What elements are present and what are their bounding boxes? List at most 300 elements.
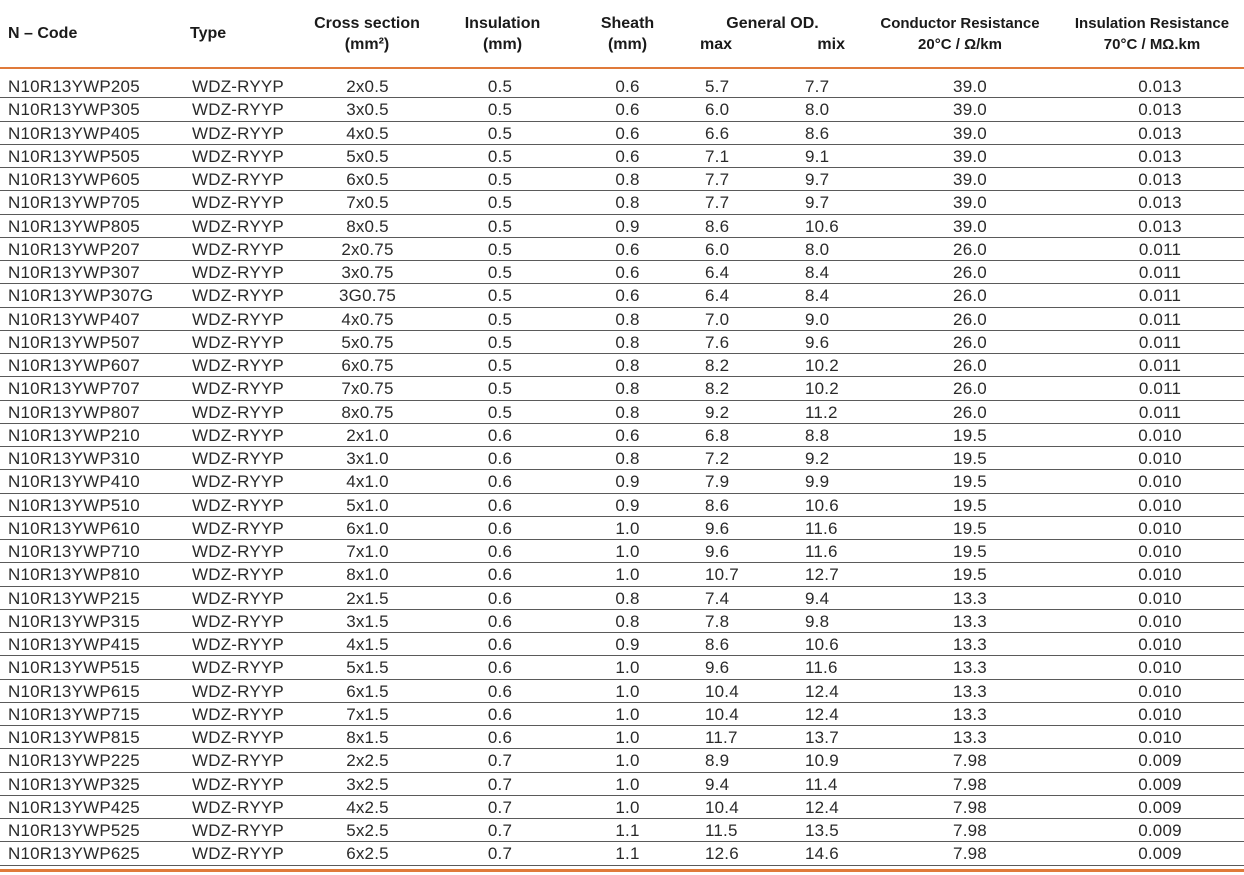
cell-cross-section: 8x1.5: [346, 728, 389, 747]
cell-od-max: 6.8: [705, 425, 730, 445]
cell-od-mix: 8.0: [805, 100, 830, 120]
table-row: [0, 122, 1244, 145]
cell-insulation-resistance: 0.010: [1138, 635, 1182, 654]
cell-insulation: 0.5: [487, 402, 513, 422]
header-insulation-label: Insulation: [464, 14, 541, 32]
cell-insulation-resistance: 0.010: [1138, 495, 1182, 515]
cell-cross-section: 6x0.75: [341, 356, 394, 375]
cell-code: N10R13YWP710: [8, 542, 140, 561]
table-header: [0, 0, 1244, 69]
cell-conductor-resistance: 39.0: [953, 77, 987, 96]
cell-od-max: 8.6: [705, 495, 730, 515]
cell-sheath: 1.0: [615, 728, 640, 747]
cell-od-mix: 8.8: [805, 425, 830, 445]
cell-od-mix: 12.7: [805, 565, 839, 585]
cell-type: WDZ-RYYP: [192, 797, 284, 817]
cell-sheath: 0.6: [615, 100, 640, 120]
cell-sheath: 0.8: [615, 588, 640, 608]
table-row: [0, 656, 1244, 679]
cell-insulation-resistance: 0.013: [1138, 123, 1182, 143]
cell-insulation-resistance: 0.013: [1138, 77, 1182, 96]
cell-insulation: 0.7: [487, 774, 513, 794]
cell-od-mix: 12.4: [805, 704, 839, 724]
table-bottom-rule: [0, 869, 1244, 872]
cell-code: N10R13YWP505: [8, 146, 140, 166]
cell-sheath: 1.0: [615, 774, 640, 794]
cell-conductor-resistance: 7.98: [953, 774, 987, 794]
cell-sheath: 0.8: [615, 356, 640, 375]
cell-type: WDZ-RYYP: [192, 239, 284, 259]
cell-sheath: 0.6: [615, 77, 640, 96]
cell-od-mix: 10.6: [805, 216, 839, 236]
header-insulation: [450, 0, 555, 67]
cell-code: N10R13YWP605: [8, 170, 140, 189]
cell-od-max: 8.2: [705, 379, 730, 399]
cell-od-max: 7.6: [705, 332, 730, 352]
cell-sheath: 0.8: [615, 379, 640, 399]
cell-sheath: 0.8: [615, 611, 640, 631]
cell-conductor-resistance: 26.0: [953, 402, 987, 422]
cell-type: WDZ-RYYP: [192, 821, 284, 840]
cell-type: WDZ-RYYP: [192, 332, 284, 352]
header-general-od: [700, 0, 845, 67]
cell-od-max: 8.6: [705, 216, 730, 236]
cell-insulation: 0.7: [487, 821, 513, 840]
cell-conductor-resistance: 13.3: [953, 611, 987, 631]
cell-sheath: 0.9: [615, 216, 640, 236]
cell-insulation: 0.5: [487, 332, 513, 352]
table-row: [0, 703, 1244, 726]
cell-od-max: 9.6: [705, 542, 730, 561]
cell-od-mix: 10.6: [805, 635, 839, 654]
cell-conductor-resistance: 39.0: [953, 170, 987, 189]
cell-type: WDZ-RYYP: [192, 356, 284, 375]
cell-conductor-resistance: 39.0: [953, 100, 987, 120]
cell-od-max: 7.8: [705, 611, 730, 631]
cell-insulation-resistance: 0.010: [1138, 518, 1182, 538]
table-row: [0, 494, 1244, 517]
cell-insulation-resistance: 0.013: [1138, 216, 1182, 236]
cell-code: N10R13YWP715: [8, 704, 140, 724]
cell-insulation: 0.6: [487, 681, 513, 701]
cell-od-max: 10.4: [705, 704, 739, 724]
cell-conductor-resistance: 19.5: [953, 472, 987, 492]
cell-od-mix: 9.1: [805, 146, 830, 166]
cell-od-mix: 8.6: [805, 123, 830, 143]
table-row: [0, 261, 1244, 284]
cell-type: WDZ-RYYP: [192, 565, 284, 585]
cell-conductor-resistance: 7.98: [953, 751, 987, 771]
cell-sheath: 1.0: [615, 542, 640, 561]
cell-conductor-resistance: 26.0: [953, 286, 987, 306]
table-row: [0, 796, 1244, 819]
cell-code: N10R13YWP510: [8, 495, 140, 515]
cell-insulation-resistance: 0.013: [1138, 100, 1182, 120]
cell-insulation-resistance: 0.010: [1138, 542, 1182, 561]
cell-code: N10R13YWP707: [8, 379, 140, 399]
cell-code: N10R13YWP607: [8, 356, 140, 375]
header-sheath: [585, 0, 670, 67]
cell-type: WDZ-RYYP: [192, 542, 284, 561]
cell-insulation: 0.5: [487, 77, 513, 96]
cell-od-mix: 14.6: [805, 844, 839, 864]
cell-insulation: 0.6: [487, 588, 513, 608]
table-row: [0, 401, 1244, 424]
cell-insulation: 0.5: [487, 100, 513, 120]
cell-insulation-resistance: 0.010: [1138, 472, 1182, 492]
cell-insulation-resistance: 0.010: [1138, 658, 1182, 678]
cell-od-max: 6.0: [705, 239, 730, 259]
cell-cross-section: 3x0.5: [346, 100, 389, 120]
cell-code: N10R13YWP507: [8, 332, 140, 352]
cell-sheath: 0.8: [615, 332, 640, 352]
cell-insulation: 0.6: [487, 542, 513, 561]
cell-insulation: 0.5: [487, 379, 513, 399]
cell-cross-section: 4x0.5: [346, 123, 389, 143]
cell-type: WDZ-RYYP: [192, 123, 284, 143]
cell-sheath: 1.0: [615, 658, 640, 678]
cell-od-mix: 8.4: [805, 263, 830, 282]
cell-cross-section: 2x0.75: [341, 239, 394, 259]
header-cross-section-unit: (mm²): [344, 35, 390, 53]
cell-conductor-resistance: 19.5: [953, 565, 987, 585]
cell-conductor-resistance: 13.3: [953, 728, 987, 747]
cell-cross-section: 4x0.75: [341, 309, 394, 329]
cell-sheath: 0.8: [615, 309, 640, 329]
cell-insulation: 0.6: [487, 565, 513, 585]
cell-sheath: 0.8: [615, 193, 640, 213]
cell-code: N10R13YWP625: [8, 844, 140, 864]
cell-sheath: 0.8: [615, 449, 640, 468]
cell-od-mix: 9.6: [805, 332, 830, 352]
cell-insulation: 0.5: [487, 193, 513, 213]
cell-od-mix: 8.0: [805, 239, 830, 259]
cell-cross-section: 5x0.75: [341, 332, 394, 352]
cell-insulation: 0.5: [487, 216, 513, 236]
cell-insulation-resistance: 0.011: [1138, 332, 1182, 352]
cell-code: N10R13YWP405: [8, 123, 140, 143]
cell-type: WDZ-RYYP: [192, 309, 284, 329]
table-row: [0, 842, 1244, 865]
cell-type: WDZ-RYYP: [192, 402, 284, 422]
cell-code: N10R13YWP207: [8, 239, 140, 259]
header-code-label: N – Code: [8, 25, 78, 42]
cell-cross-section: 7x1.5: [346, 704, 389, 724]
cell-sheath: 0.8: [615, 170, 640, 189]
cell-conductor-resistance: 19.5: [953, 495, 987, 515]
cell-od-mix: 9.9: [805, 472, 830, 492]
table-row: [0, 749, 1244, 772]
table-row: [0, 680, 1244, 703]
table-row: [0, 75, 1244, 98]
cell-code: N10R13YWP210: [8, 425, 140, 445]
cell-insulation-resistance: 0.013: [1138, 170, 1182, 189]
cell-od-mix: 8.4: [805, 286, 830, 306]
cell-type: WDZ-RYYP: [192, 844, 284, 864]
cell-code: N10R13YWP225: [8, 751, 140, 771]
cell-insulation-resistance: 0.010: [1138, 611, 1182, 631]
cell-cross-section: 2x1.5: [346, 588, 389, 608]
cell-od-max: 6.4: [705, 263, 730, 282]
cell-od-max: 7.7: [705, 193, 730, 213]
cell-od-mix: 7.7: [805, 77, 830, 96]
cell-conductor-resistance: 19.5: [953, 542, 987, 561]
cell-cross-section: 5x1.0: [346, 495, 389, 515]
header-insulation-resistance-unit: 70°C / MΩ.km: [1103, 35, 1201, 53]
cell-od-max: 7.1: [705, 146, 730, 166]
cell-code: N10R13YWP410: [8, 472, 140, 492]
cell-od-mix: 9.7: [805, 193, 830, 213]
cell-cross-section: 6x1.0: [346, 518, 389, 538]
cell-sheath: 1.1: [615, 821, 640, 840]
cell-od-max: 6.6: [705, 123, 730, 143]
cell-cross-section: 3x1.5: [346, 611, 389, 631]
cell-sheath: 0.6: [615, 239, 640, 259]
table-row: [0, 447, 1244, 470]
cell-sheath: 0.6: [615, 123, 640, 143]
cell-od-max: 7.0: [705, 309, 730, 329]
cell-code: N10R13YWP807: [8, 402, 140, 422]
cell-sheath: 0.6: [615, 263, 640, 282]
header-conductor-resistance: [865, 0, 1055, 67]
cell-code: N10R13YWP415: [8, 635, 140, 654]
cell-sheath: 1.0: [615, 565, 640, 585]
cell-cross-section: 6x2.5: [346, 844, 389, 864]
cell-conductor-resistance: 39.0: [953, 146, 987, 166]
cell-insulation: 0.6: [487, 658, 513, 678]
cell-insulation-resistance: 0.011: [1138, 286, 1182, 306]
table-row: [0, 215, 1244, 238]
cell-od-mix: 11.6: [805, 542, 838, 561]
cell-insulation: 0.6: [487, 425, 513, 445]
cell-cross-section: 7x0.75: [341, 379, 394, 399]
table-row: [0, 191, 1244, 214]
header-general-od-label: General OD.: [726, 14, 819, 32]
cell-type: WDZ-RYYP: [192, 216, 284, 236]
cell-type: WDZ-RYYP: [192, 518, 284, 538]
cell-insulation: 0.6: [487, 495, 513, 515]
cell-od-max: 8.6: [705, 635, 730, 654]
cell-type: WDZ-RYYP: [192, 286, 284, 306]
cell-conductor-resistance: 7.98: [953, 797, 987, 817]
cell-type: WDZ-RYYP: [192, 751, 284, 771]
cell-sheath: 0.9: [615, 472, 640, 492]
cell-od-mix: 11.6: [805, 658, 838, 678]
cell-od-max: 7.4: [705, 588, 730, 608]
cell-type: WDZ-RYYP: [192, 704, 284, 724]
cell-conductor-resistance: 26.0: [953, 356, 987, 375]
cell-insulation: 0.6: [487, 449, 513, 468]
cell-type: WDZ-RYYP: [192, 588, 284, 608]
cell-od-max: 10.4: [705, 797, 739, 817]
cell-insulation-resistance: 0.009: [1138, 844, 1182, 864]
cell-od-max: 9.2: [705, 402, 730, 422]
cell-od-mix: 10.2: [805, 356, 839, 375]
cell-type: WDZ-RYYP: [192, 635, 284, 654]
cell-insulation: 0.6: [487, 518, 513, 538]
cell-od-mix: 13.5: [805, 821, 839, 840]
table-row: [0, 377, 1244, 400]
cell-cross-section: 2x1.0: [346, 425, 389, 445]
cell-type: WDZ-RYYP: [192, 425, 284, 445]
cell-insulation-resistance: 0.009: [1138, 774, 1182, 794]
cell-insulation: 0.7: [487, 844, 513, 864]
cell-od-max: 11.7: [705, 728, 738, 747]
cell-type: WDZ-RYYP: [192, 263, 284, 282]
header-sheath-unit: (mm): [607, 35, 648, 53]
cell-code: N10R13YWP325: [8, 774, 140, 794]
cell-od-mix: 11.6: [805, 518, 838, 538]
table-body: [0, 75, 1244, 866]
cell-cross-section: 5x0.5: [346, 146, 389, 166]
table-row: [0, 517, 1244, 540]
cell-cross-section: 7x0.5: [346, 193, 389, 213]
cell-type: WDZ-RYYP: [192, 77, 284, 96]
header-code: [8, 0, 148, 67]
cell-od-max: 11.5: [705, 821, 738, 840]
table-row: [0, 563, 1244, 586]
table-row: [0, 610, 1244, 633]
cell-insulation: 0.6: [487, 704, 513, 724]
cell-insulation: 0.5: [487, 309, 513, 329]
cell-sheath: 0.8: [615, 402, 640, 422]
cell-conductor-resistance: 39.0: [953, 123, 987, 143]
cell-code: N10R13YWP215: [8, 588, 140, 608]
cell-code: N10R13YWP525: [8, 821, 140, 840]
cell-conductor-resistance: 19.5: [953, 449, 987, 468]
cell-insulation-resistance: 0.009: [1138, 821, 1182, 840]
cell-type: WDZ-RYYP: [192, 379, 284, 399]
cell-cross-section: 6x0.5: [346, 170, 389, 189]
table-row: [0, 331, 1244, 354]
cell-sheath: 1.0: [615, 751, 640, 771]
table-row: [0, 308, 1244, 331]
cell-conductor-resistance: 39.0: [953, 193, 987, 213]
cell-od-mix: 11.2: [805, 402, 838, 422]
cell-insulation-resistance: 0.010: [1138, 681, 1182, 701]
cell-code: N10R13YWP425: [8, 797, 140, 817]
cell-type: WDZ-RYYP: [192, 611, 284, 631]
cell-insulation: 0.5: [487, 170, 513, 189]
cell-insulation-resistance: 0.010: [1138, 704, 1182, 724]
cell-insulation-resistance: 0.011: [1138, 239, 1182, 259]
cell-cross-section: 8x1.0: [346, 565, 389, 585]
cell-od-mix: 9.8: [805, 611, 830, 631]
header-conductor-resistance-unit: 20°C / Ω/km: [918, 35, 1002, 53]
cell-cross-section: 5x1.5: [346, 658, 389, 678]
cell-insulation-resistance: 0.013: [1138, 146, 1182, 166]
cell-cross-section: 2x0.5: [346, 77, 389, 96]
cell-od-max: 7.2: [705, 449, 730, 468]
cell-conductor-resistance: 19.5: [953, 518, 987, 538]
cell-type: WDZ-RYYP: [192, 170, 284, 189]
cell-od-max: 12.6: [705, 844, 739, 864]
header-insulation-unit: (mm): [482, 35, 523, 53]
cell-insulation-resistance: 0.010: [1138, 425, 1182, 445]
cell-insulation: 0.5: [487, 286, 513, 306]
cell-conductor-resistance: 26.0: [953, 239, 987, 259]
table-row: [0, 470, 1244, 493]
cell-insulation-resistance: 0.010: [1138, 449, 1182, 468]
cell-insulation: 0.7: [487, 797, 513, 817]
cell-insulation: 0.6: [487, 635, 513, 654]
table-row: [0, 819, 1244, 842]
cell-code: N10R13YWP515: [8, 658, 140, 678]
cell-cross-section: 8x0.75: [341, 402, 394, 422]
cell-insulation-resistance: 0.011: [1138, 309, 1182, 329]
cell-od-mix: 13.7: [805, 728, 839, 747]
cell-sheath: 0.6: [615, 146, 640, 166]
cell-od-max: 10.4: [705, 681, 739, 701]
cell-conductor-resistance: 7.98: [953, 821, 987, 840]
cell-insulation: 0.5: [487, 263, 513, 282]
cell-od-max: 7.7: [705, 170, 730, 189]
cell-insulation-resistance: 0.010: [1138, 728, 1182, 747]
cell-code: N10R13YWP805: [8, 216, 140, 236]
cell-cross-section: 4x1.5: [346, 635, 389, 654]
cell-od-max: 5.7: [705, 77, 730, 96]
cell-cross-section: 3x0.75: [341, 263, 394, 282]
cell-cross-section: 3x2.5: [346, 774, 389, 794]
cell-conductor-resistance: 26.0: [953, 332, 987, 352]
cell-od-mix: 10.9: [805, 751, 839, 771]
cell-code: N10R13YWP310: [8, 449, 140, 468]
table-row: [0, 145, 1244, 168]
cell-od-max: 10.7: [705, 565, 739, 585]
header-sheath-label: Sheath: [600, 14, 655, 32]
cell-insulation-resistance: 0.011: [1138, 379, 1182, 399]
header-type: [190, 0, 270, 67]
cell-insulation-resistance: 0.009: [1138, 797, 1182, 817]
cell-cross-section: 4x2.5: [346, 797, 389, 817]
cell-od-mix: 12.4: [805, 797, 839, 817]
cell-od-mix: 12.4: [805, 681, 839, 701]
cell-insulation-resistance: 0.011: [1138, 263, 1182, 282]
cell-code: N10R13YWP610: [8, 518, 140, 538]
cell-insulation-resistance: 0.011: [1138, 356, 1182, 375]
cell-code: N10R13YWP810: [8, 565, 140, 585]
cell-insulation: 0.6: [487, 472, 513, 492]
table-row: [0, 726, 1244, 749]
table-row: [0, 98, 1244, 121]
cell-sheath: 1.0: [615, 518, 640, 538]
cell-conductor-resistance: 13.3: [953, 681, 987, 701]
cell-od-mix: 9.7: [805, 170, 830, 189]
cell-insulation: 0.5: [487, 146, 513, 166]
cell-od-mix: 10.6: [805, 495, 839, 515]
cell-conductor-resistance: 13.3: [953, 704, 987, 724]
header-type-label: Type: [190, 25, 227, 42]
cell-code: N10R13YWP205: [8, 77, 140, 96]
cell-conductor-resistance: 7.98: [953, 844, 987, 864]
cell-type: WDZ-RYYP: [192, 495, 284, 515]
header-od-max: max: [700, 35, 733, 53]
cell-type: WDZ-RYYP: [192, 681, 284, 701]
cell-sheath: 0.9: [615, 495, 640, 515]
cell-cross-section: 2x2.5: [346, 751, 389, 771]
cell-code: N10R13YWP615: [8, 681, 140, 701]
header-cross-section: [297, 0, 437, 67]
table-row: [0, 773, 1244, 796]
cell-cross-section: 8x0.5: [346, 216, 389, 236]
cell-sheath: 1.0: [615, 704, 640, 724]
cell-insulation: 0.5: [487, 123, 513, 143]
cell-code: N10R13YWP305: [8, 100, 140, 120]
header-od-mix: mix: [817, 35, 845, 53]
cell-insulation: 0.5: [487, 356, 513, 375]
cell-od-max: 6.0: [705, 100, 730, 120]
cell-insulation-resistance: 0.011: [1138, 402, 1182, 422]
